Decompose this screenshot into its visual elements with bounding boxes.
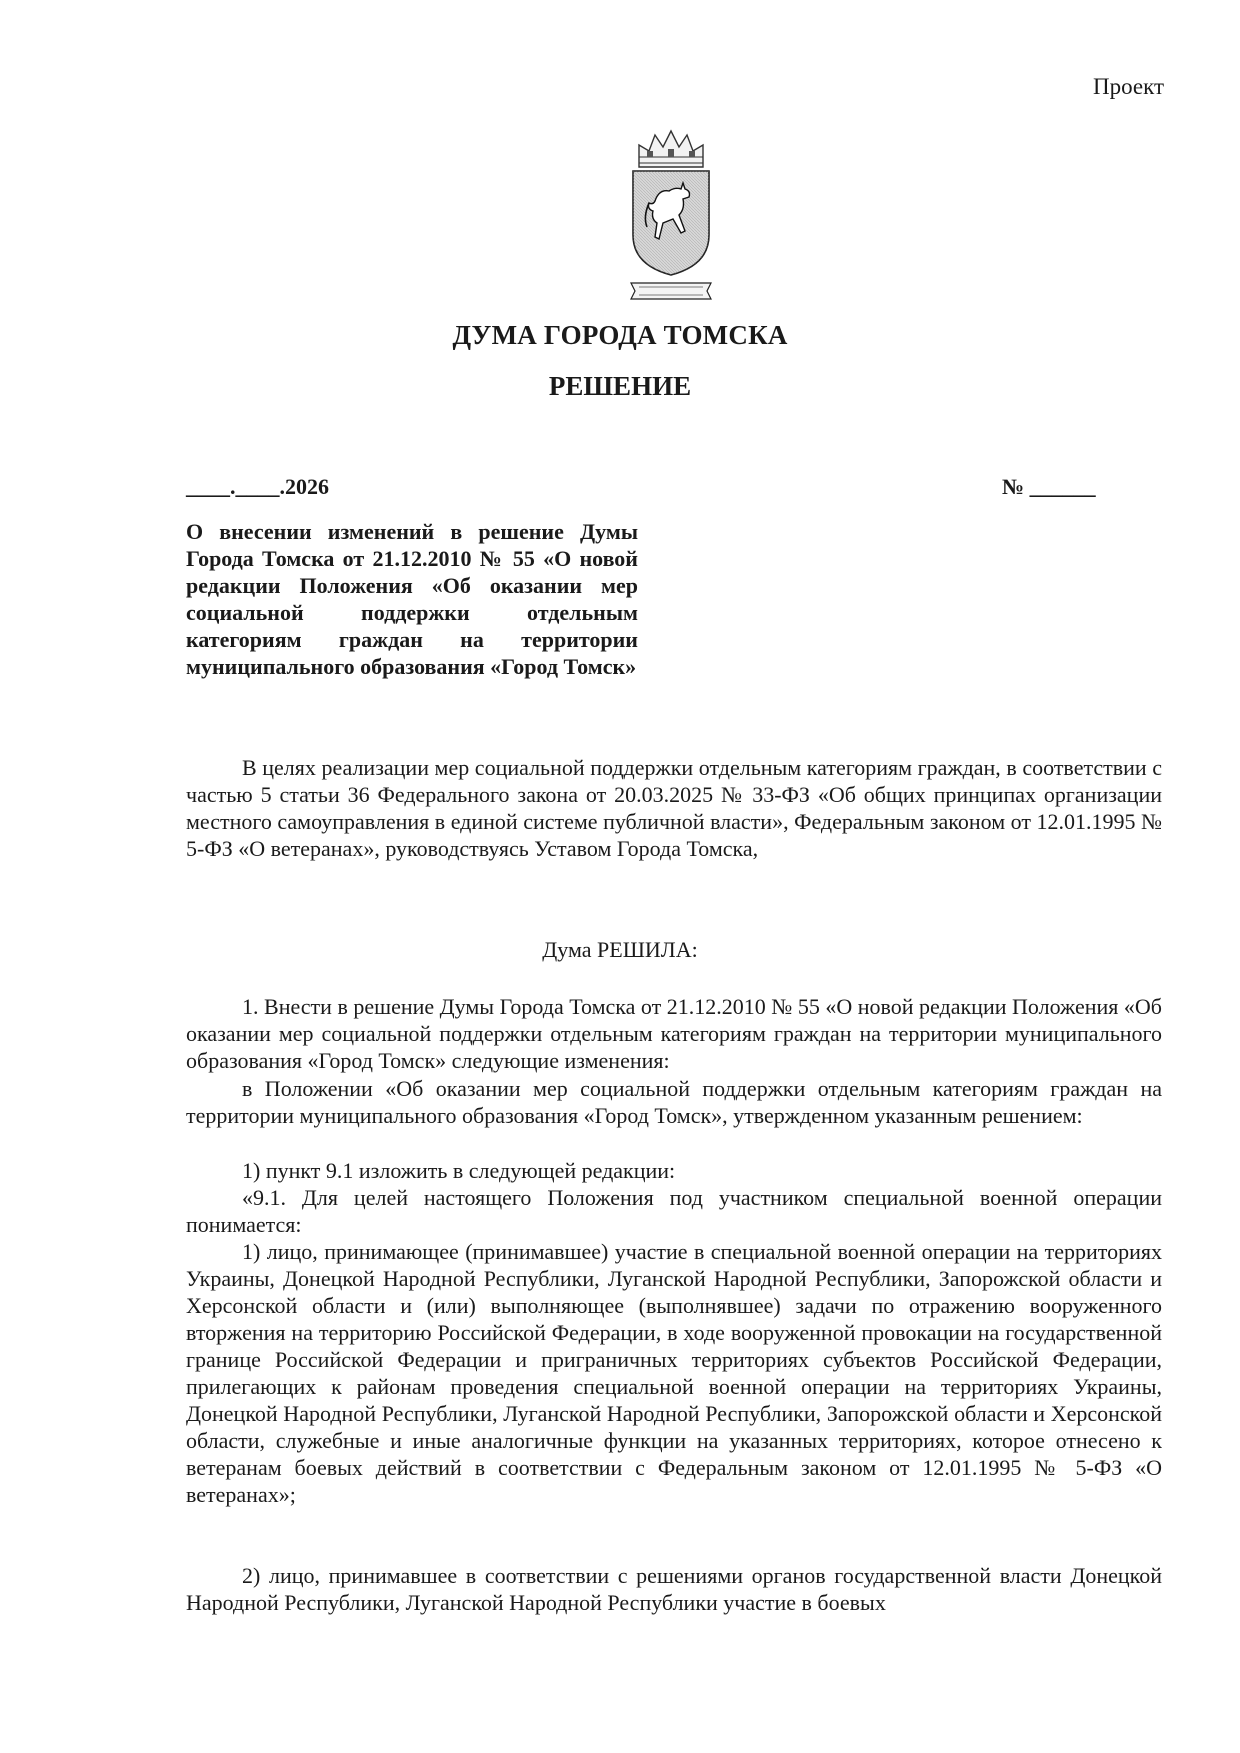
resolved-heading: Дума РЕШИЛА: <box>542 937 698 962</box>
paragraph-5: 1) лицо, принимающее (принимавшее) участие в специальной военной операции на территориях Украины, Донецкой Народной Республики, Луганской Народной Республики, Запорожской области и Херсонской области и (или) выполняющее (выполнявшее) задачи по отражению вооруженного вторжения на территорию Российской Федерации, в ходе вооруженной провокации на государственной границе Российской Федерации и приграничных территориях субъектов Российской Федерации, прилегающих к районам проведения специальной военной операции на территориях Украины, Донецкой Народной Республики, Луганской Народной Республики, Запорожской области и Херсонской области, служебные и иные аналогичные функции на указанных территориях, которое отнесено к ветеранам боевых действий в соответствии с Федеральным законом от 12.01.1995 № 5-ФЗ «О ветеранах»; <box>186 1239 1162 1507</box>
org-title: ДУМА ГОРОДА ТОМСКА <box>452 320 788 350</box>
document-date: ____.____.2026 <box>186 474 329 499</box>
document-number: № ______ <box>1002 474 1096 499</box>
paragraph-3: 1) пункт 9.1 изложить в следующей редакции: <box>242 1158 676 1183</box>
tomsk-coat-of-arms-icon <box>625 127 717 301</box>
paragraph-4: «9.1. Для целей настоящего Положения под участником специальной военной операции понимается: <box>186 1185 1162 1237</box>
paragraph-6: 2) лицо, принимавшее в соответствии с решениями органов государственной власти Донецкой Народной Республики, Луганской Народной Республики участие в боевых <box>186 1563 1162 1615</box>
project-mark: Проект <box>1092 74 1164 99</box>
document-type: РЕШЕНИЕ <box>548 371 692 401</box>
paragraph-2: в Положении «Об оказании мер социальной поддержки отдельным категориям граждан на территории муниципального образования «Город Томск», утвержденном указанным решением: <box>186 1076 1162 1128</box>
paragraph-1: 1. Внести в решение Думы Города Томска от 21.12.2010 № 55 «О новой редакции Положения «Об оказании мер социальной поддержки отдельным категориям граждан на территории муниципального образования «Город Томск» следующие изменения: <box>186 994 1162 1073</box>
preamble: В целях реализации мер социальной поддержки отдельным категориям граждан, в соответствии с частью 5 статьи 36 Федерального закона от 20.03.2025 № 33-ФЗ «Об общих принципах организации местного самоуправления в единой системе публичной власти», Федеральным законом от 12.01.1995 № 5-ФЗ «О ветеранах», руководствуясь Уставом Города Томска, <box>186 755 1162 861</box>
document-subject: О внесении изменений в решение Думы Города Томска от 21.12.2010 № 55 «О новой редакции Положения «Об оказании мер социальной поддержки отдельным категориям граждан на территории муниципального образования «Город Томск» <box>186 519 638 679</box>
